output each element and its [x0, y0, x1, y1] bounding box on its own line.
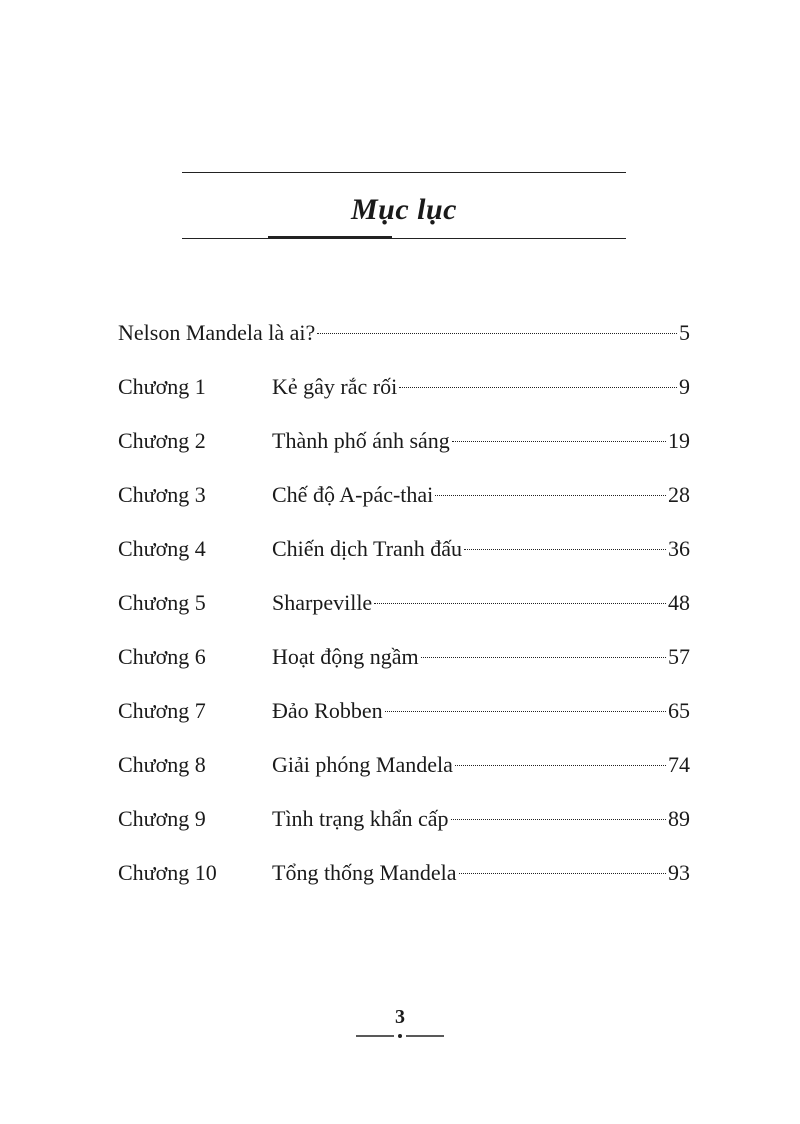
- dot-leader: [374, 603, 666, 604]
- toc-entry-title: Giải phóng Mandela: [272, 752, 453, 777]
- toc-entry-title: Chế độ A-pác-thai: [272, 482, 434, 507]
- toc-chapter-label: Chương 6: [118, 644, 206, 669]
- dot-leader: [317, 333, 677, 334]
- toc-page-number: 93: [668, 860, 690, 885]
- toc-entry-title: Đảo Robben: [272, 698, 383, 723]
- toc-entry[interactable]: [118, 423, 690, 459]
- dot-leader: [435, 495, 666, 496]
- toc-chapter-label: Chương 3: [118, 482, 206, 507]
- toc-entry-title: Nelson Mandela là ai?: [118, 320, 316, 345]
- toc-chapter-label: Chương 10: [118, 860, 217, 885]
- toc-intro-entry[interactable]: [118, 315, 690, 351]
- toc-chapter-label: Chương 5: [118, 590, 206, 615]
- toc-chapter-label: Chương 4: [118, 536, 206, 561]
- toc-entry-title: Chiến dịch Tranh đấu: [272, 536, 463, 561]
- toc-entry-title: Sharpeville: [272, 590, 373, 615]
- dot-leader: [399, 387, 677, 388]
- heading-rule-top: [182, 172, 626, 173]
- heading-rule-accent: [268, 236, 392, 239]
- toc-chapter-label: Chương 2: [118, 428, 206, 453]
- toc-page-number: 19: [668, 428, 690, 453]
- toc-page-number: 28: [668, 482, 690, 507]
- toc-page-number: 57: [668, 644, 690, 669]
- dot-leader: [421, 657, 666, 658]
- toc-page-number: 48: [668, 590, 690, 615]
- toc-entry[interactable]: [118, 477, 690, 513]
- toc-entry-title: Kẻ gây rắc rối: [272, 374, 398, 399]
- dot-leader: [385, 711, 666, 712]
- page-number: 3: [395, 1006, 405, 1028]
- toc-page-number: 89: [668, 806, 690, 831]
- toc-chapter-label: Chương 8: [118, 752, 206, 777]
- toc-page-number: 5: [679, 320, 690, 345]
- toc-entry-title: Tổng thống Mandela: [272, 860, 457, 885]
- toc-page-number: 74: [668, 752, 690, 777]
- toc-entry[interactable]: [118, 639, 690, 675]
- toc-entry[interactable]: [118, 369, 690, 405]
- dot-leader: [459, 873, 666, 874]
- dot-leader: [455, 765, 666, 766]
- toc-entry[interactable]: [118, 747, 690, 783]
- toc-entry[interactable]: [118, 855, 690, 891]
- page-number-ornament: [350, 1033, 450, 1039]
- toc-entry-title: Tình trạng khẩn cấp: [272, 806, 449, 831]
- toc-page-number: 36: [668, 536, 690, 561]
- dot-leader: [452, 441, 666, 442]
- toc-page-number: 65: [668, 698, 690, 723]
- toc-entry[interactable]: [118, 693, 690, 729]
- toc-chapter-label: Chương 9: [118, 806, 206, 831]
- page-title: Mục lục: [350, 193, 457, 226]
- toc-page-number: 9: [679, 374, 690, 399]
- toc-entry-title: Thành phố ánh sáng: [272, 428, 450, 453]
- toc-chapter-label: Chương 7: [118, 698, 206, 723]
- toc-chapter-label: Chương 1: [118, 374, 206, 399]
- heading-rule-bottom: [182, 238, 626, 239]
- toc-entry[interactable]: [118, 531, 690, 567]
- toc-entry[interactable]: [118, 801, 690, 837]
- toc-entry-title: Hoạt động ngầm: [272, 644, 419, 669]
- dot-leader: [451, 819, 666, 820]
- toc-entry[interactable]: [118, 585, 690, 621]
- dot-leader: [464, 549, 666, 550]
